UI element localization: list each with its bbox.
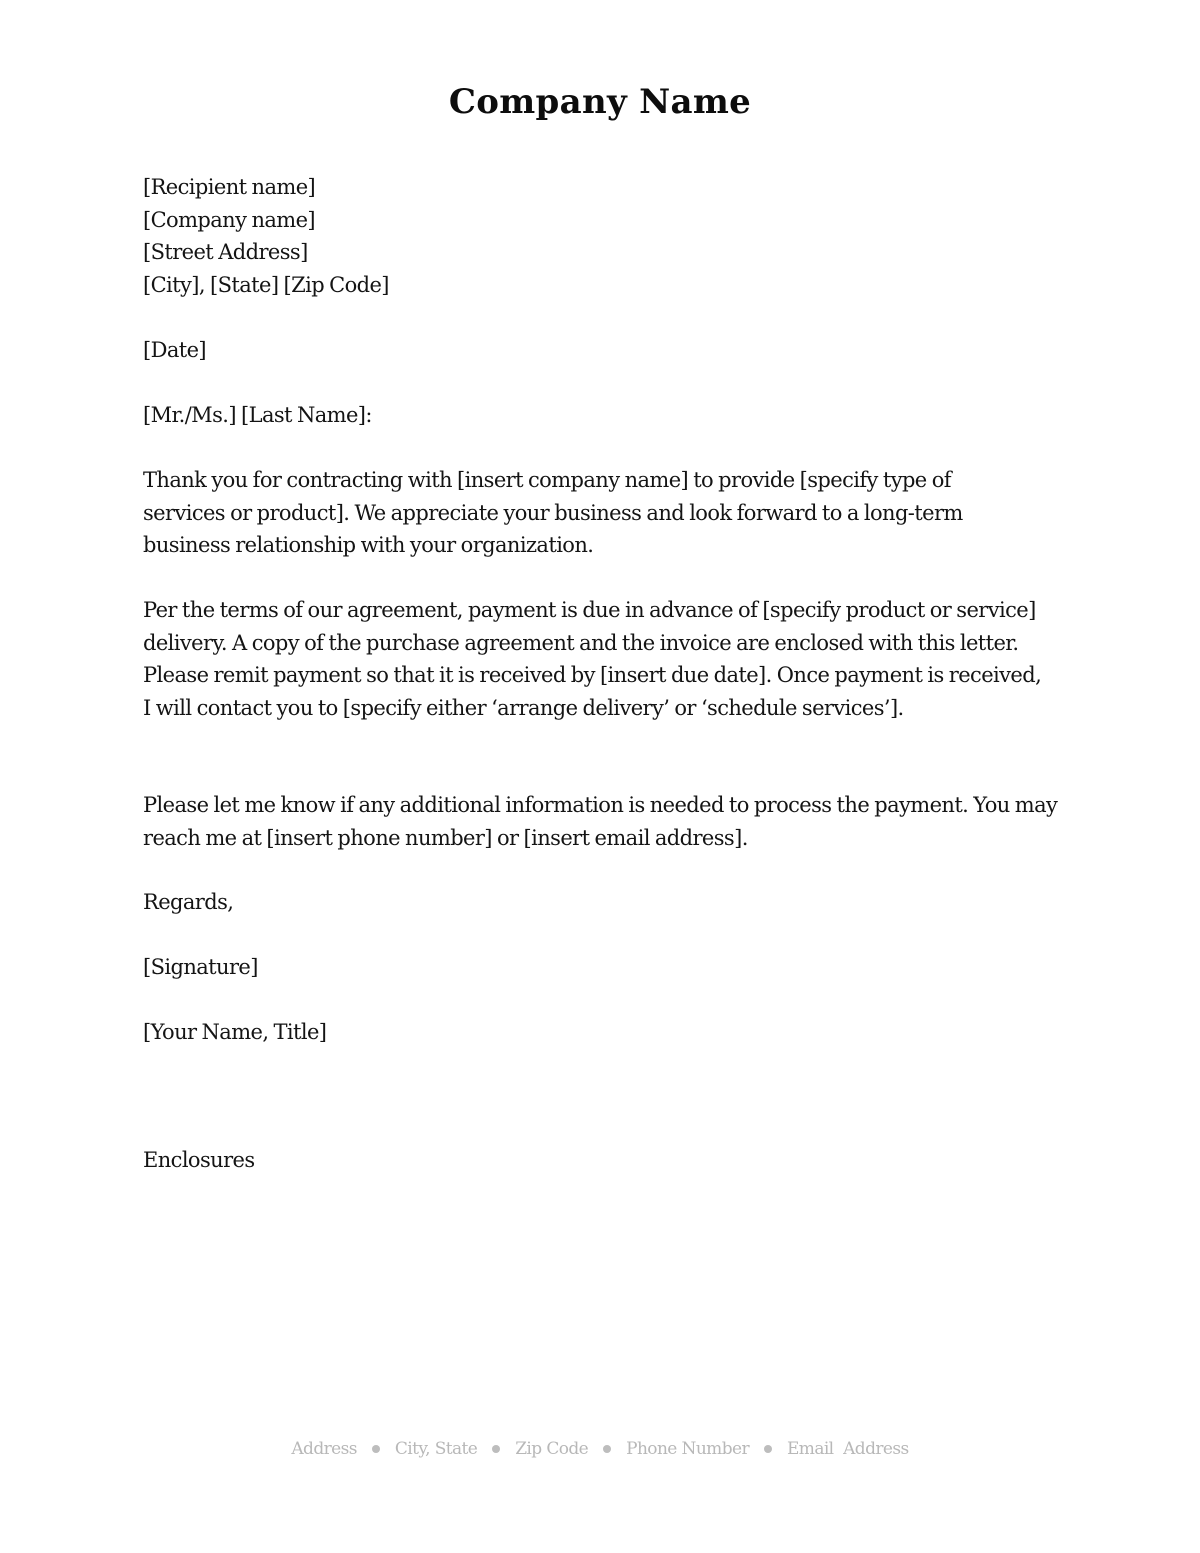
signature-placeholder: [Signature]: [143, 955, 258, 979]
paragraph-intro: [143, 464, 1023, 562]
paragraph-payment-terms: [143, 594, 1048, 724]
footer-contact-line: [0, 1435, 1200, 1463]
paragraph-text: Thank you for contracting with [insert company name] to provide [specify type of services or product]. We appreciate your business and look forward to a long-term business relationship with your organization.: [143, 468, 963, 557]
bullet-separator-icon: [372, 1445, 380, 1453]
enclosures-note: Enclosures: [143, 1148, 255, 1172]
paragraph-text: Per the terms of our agreement, payment is due in advance of [specify product or service] delivery. A copy of the purchase agreement and the invoice are enclosed with this letter. Please remit payment so that it is received by [insert due date]. Once payment is received, I will contact you to [specify either ‘arrange delivery’ or ‘schedule services’].: [143, 598, 1042, 720]
recipient-street: [Street Address]: [143, 240, 308, 264]
signer-name-title: [Your Name, Title]: [143, 1020, 327, 1044]
recipient-company: [Company name]: [143, 207, 316, 232]
footer-zip: Zip Code: [515, 1439, 589, 1459]
footer-address: Address: [291, 1439, 357, 1459]
paragraph-text: Please let me know if any additional information is needed to process the payment. You may reach me at [insert phone number] or [insert email address].: [143, 793, 1058, 850]
recipient-city-state-zip: [City], [State] [Zip Code]: [143, 272, 389, 297]
bullet-separator-icon: [603, 1445, 611, 1453]
bullet-separator-icon: [764, 1445, 772, 1453]
letter-date: [Date]: [143, 338, 207, 362]
recipient-address-block: [143, 171, 1063, 301]
company-name-heading: Company Name: [448, 82, 752, 122]
paragraph-contact: [143, 789, 1058, 854]
salutation: [Mr./Ms.] [Last Name]:: [143, 403, 372, 427]
closing: Regards,: [143, 890, 234, 914]
footer-city-state: City, State: [394, 1439, 478, 1459]
recipient-name: [Recipient name]: [143, 175, 316, 199]
bullet-separator-icon: [492, 1445, 500, 1453]
footer-phone: Phone Number: [626, 1439, 749, 1459]
footer-email: Email Address: [786, 1439, 909, 1459]
